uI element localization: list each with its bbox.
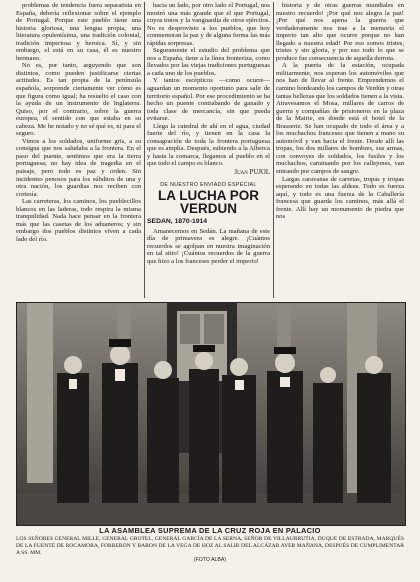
article-paragraph: Las carreteras, los caminos, los pueblecillos blancos en las laderas, todo respira la misma tranquilidad. Nada hace pensar en la frontera más que las casetas de los aduaneros; y sin embargo dos pueblos distintos viven a cada lado del río. — [16, 198, 141, 243]
article-paragraph: Llega la catedral de ahí en el agua, ciudad fuerte del río, y tienen en la casa la consagración de toda la frontera portuguesa que es amplia. Después, subiendo a la Alberca y hasta la comarca, llegamos al pueblo en el que todo el campo es blanco. — [147, 122, 270, 168]
article-subhead: SEDAN, 1870-1914 — [147, 218, 208, 226]
article-kicker: DE NUESTRO ENVIADO ESPECIAL — [160, 181, 257, 188]
article-paragraph: problemas de tendencia fuera separatista en España, debería reflexionar sobre el ejemplo de Portugal. Porque este pueblo tiene una historia gloriosa, una lengua propia, una literatura opulentísima, una tradición colonial, tradición imperiosa y heroica. Sí, y sin embargo, el está en su casa, él es nuestro hermano. — [16, 2, 141, 62]
article-paragraph: Largas caravanas de carretas, tropas y tropas esperando en todas las aldeas. Todo es fuerza aquí, y todo es una fuerza de la Caballería francesa que guarda los caminos, más allá el frente. Allí hay un monumento de piedra que nos — [276, 175, 404, 221]
article-paragraph: hacia un lado, por otro lado el Portugal, nos mostró una más grande que el que Portugal, cuyos tonos y la vanguardia de otros ejércitos. No es desprovisto a los pueblos, que hoy conmemoran la paz y de alguna forma las más rápidas sorpresas. — [147, 2, 270, 47]
article-paragraph: Vimos a los soldados, uniforme gris, a su consigna que nos saludaba a la frontera. En el paso del puente, sentimos que era la tierra portuguesa; no hay idea de tragedia en el paisaje, pero todo es paz y orden. Sin incidentes penosos para los súbditos de una y otra nación, los guardias nos reciben con cortesía. — [16, 137, 141, 198]
article-byline: Juan PUJOL — [234, 169, 270, 177]
article-paragraph: historia y de otras guerras mundiales en nuestro recuerdo! ¡Por qué nos alegra la paz! ¡Por qué nos apena la guerra que verdaderamente nos trae a la memoria el imperio tan alto que ocurre porque no han llegado a nuestra edad! Por eso somos tristes, tristes y sin gloria, y por eso todo lo que se produce fue consecuencia de aquella derrota. — [276, 2, 404, 62]
article-paragraph: No es, por tanto, arguyendo que son distintos, como pueden justificarse ciertas actitudes. Es tan propia de la península española, sorprende ciertamente ver cómo es que figura como igual; ha resuelto el caso con la ayuda de un instrumento de Inglaterra. Quiso, por el contrario, sobre la guerra europea, el sentido con que estaba en su cabeza. Me he notado y no sé qué es, ni para el seguro. — [16, 62, 141, 138]
column-rule — [273, 2, 274, 298]
article-column-2 — [147, 2, 270, 298]
article-column-3 — [276, 2, 404, 298]
article-paragraph: Y tantos escépticos —como ocurre— aguardan un momento oportuno para salir de territorio español. Por ese procedimiento se ha hecho un puente contrabando de ganado y toda clase de mercancía, sin que pueda evitarse. — [147, 77, 270, 123]
news-photograph — [16, 302, 406, 526]
photo-caption-body: LOS SEÑORES GENERAL MILLE, GENERAL GROTEL, GENERAL GARCÍA DE LA SERNA, SEÑOR DE VILLAURRUTIA, DUQUE DE ESTRADA, MARQUÉS DE LA FUENTE DE ROCAMORA, FORRERON Y BARON DE LA VEGA DE HOZ AL SALIR DEL ALCÁZAR AYER MAÑANA, DESPUÉS DE CUMPLIMENTAR A SS. MM. — [16, 536, 404, 556]
photo-caption-title: LA ASAMBLEA SUPREMA DE LA CRUZ ROJA EN PALACIO — [99, 526, 321, 535]
column-rule — [144, 2, 145, 298]
photograph-image — [17, 303, 405, 525]
article-paragraph: A la puerta de la estación, ocupada militarmente, nos esperan los automóviles que nos han de llevar al frente. Emprendemos el camino bordeando los campos de Verdún y otras tantas bellezas que los soldados tienen a la vista. Atravesamos el Mosa, millares de carros de guerra y compañías de prisioneros en la plaza de la Mairie, en donde está el hotel de la Brasserie. Se han ocupado de todo el área y a los muchachos franceses que tienen a mano su automóvil y van hacia el frente. Desde allí las tropas, los dos millares de hombres, sus armas, con convoyes de soldados, los fusiles y los muchachos, caminando por los callejones, van entrando por campos de sangre. — [276, 62, 404, 176]
article-headline: LA LUCHA POR VERDUN — [158, 188, 259, 216]
photo-credit: (FOTO ALBA) — [193, 557, 227, 563]
article-paragraph: Amanecemos en Sedán. La mañana de este día de primavera es alegre. ¡Cuántos recuerdos se agolpan en nuestra imaginación en tal sitio! ¡Cuántos recuerdos de la guerra que hizo a los franceses perder el imperio! — [147, 227, 270, 265]
article-paragraph: Seguramente el estudio del problema que nos a España, tiene a la línea fronteriza, como llevados por las viejas tradiciones portuguesas a cada uno de los pueblos. — [147, 47, 270, 77]
article-column-1 — [16, 2, 141, 298]
